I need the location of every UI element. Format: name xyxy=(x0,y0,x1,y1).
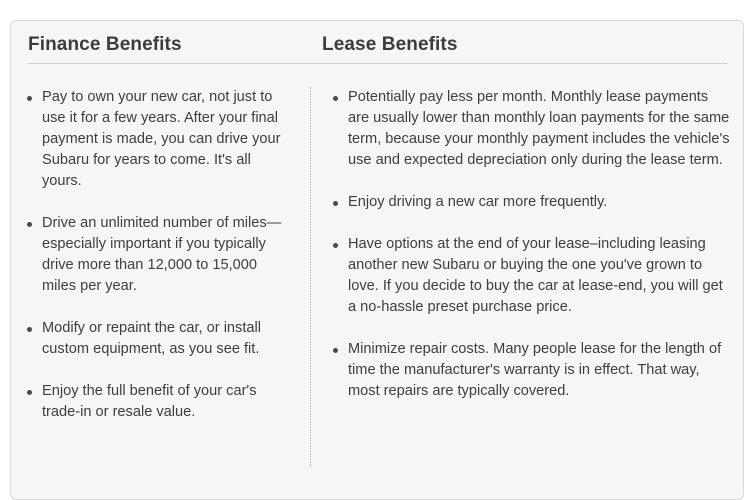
lease-benefit-text: Have options at the end of your lease–including leasing another new Subaru or buying the one you've grown to love. If you decide to buy the car at lease-end, you will get a no-hassle preset purchase price. xyxy=(348,236,723,315)
finance-benefit-item xyxy=(24,381,294,423)
finance-benefit-item xyxy=(24,213,294,297)
lease-benefit-item xyxy=(330,339,730,402)
finance-benefit-text: Pay to own your new car, not just to use it for a few years. After your final payment is made, you can drive your Subaru for years to come. It's all yours. xyxy=(42,89,281,189)
lease-benefits-list xyxy=(330,87,730,423)
bullet-icon xyxy=(333,201,338,206)
lease-benefit-item xyxy=(330,87,730,171)
lease-benefit-text: Enjoy driving a new car more frequently. xyxy=(348,194,608,210)
finance-benefit-text: Drive an unlimited number of miles—especially important if you typically drive more than 12,000 to 15,000 miles per year. xyxy=(42,215,282,294)
lease-benefit-item xyxy=(330,192,730,213)
lease-benefit-item xyxy=(330,234,730,318)
bullet-icon xyxy=(27,96,32,101)
finance-benefit-text: Modify or repaint the car, or install custom equipment, as you see fit. xyxy=(42,320,262,357)
bullet-icon xyxy=(27,327,32,332)
bullet-icon xyxy=(27,390,32,395)
finance-benefit-item xyxy=(24,318,294,360)
bullet-icon xyxy=(333,243,338,248)
benefits-comparison-card xyxy=(10,20,744,500)
column-divider xyxy=(310,87,311,467)
finance-benefit-text: Enjoy the full benefit of your car's trade-in or resale value. xyxy=(42,383,257,420)
bullet-icon xyxy=(333,96,338,101)
lease-benefit-text: Potentially pay less per month. Monthly lease payments are usually lower than monthly loan payments for the same term, because your monthly payment includes the vehicle's use and expected depreciation only during the lease term. xyxy=(348,89,730,168)
bullet-icon xyxy=(333,348,338,353)
bullet-icon xyxy=(27,222,32,227)
lease-benefits-heading: Lease Benefits xyxy=(322,34,458,55)
finance-benefits-heading: Finance Benefits xyxy=(28,34,182,55)
finance-benefits-list xyxy=(24,87,294,444)
lease-benefit-text: Minimize repair costs. Many people lease for the length of time the manufacturer's warranty is in effect. That way, most repairs are typically covered. xyxy=(348,341,722,399)
header-divider xyxy=(28,63,727,64)
finance-benefit-item xyxy=(24,87,294,192)
